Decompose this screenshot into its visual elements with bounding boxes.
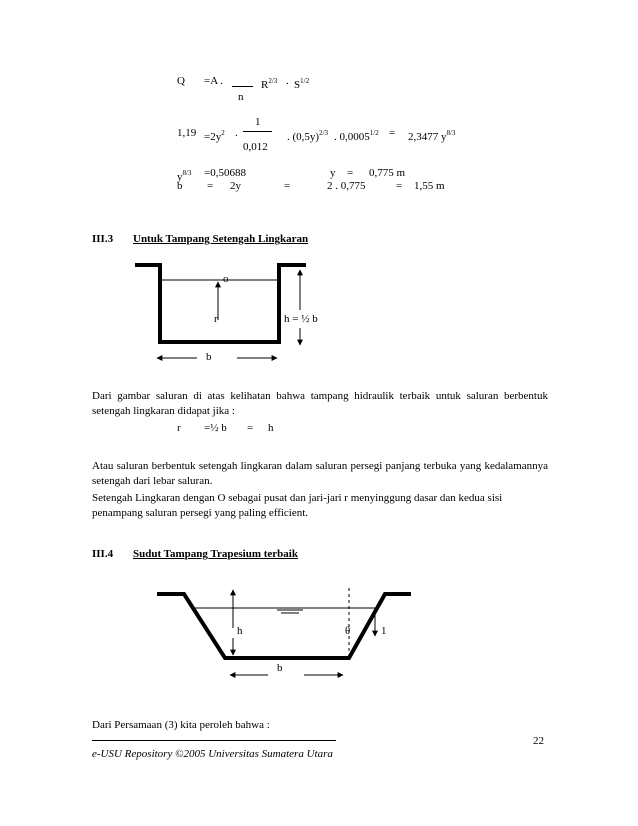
eq1-s: $S^{1/2}$ <box>294 77 310 91</box>
relation-half-b: =½ b <box>204 422 227 434</box>
section3-title: Untuk Tampang Setengah Lingkaran <box>133 233 309 245</box>
eq1-r: $R^{2/3}$ <box>261 77 278 91</box>
eq4-result: 1,55 m <box>414 180 445 192</box>
relation-h: h <box>268 422 274 434</box>
section3-paragraph-1: Dari gambar saluran di atas kelihatan bahwa tampang hidraulik terbaik untuk saluran berbentuk setengah lingkaran didapat jika : <box>92 390 548 417</box>
eq2-lhs: 1,19 <box>177 127 197 139</box>
fig4-label-b: b <box>277 662 283 674</box>
section3-paragraph-3: Setengah Lingkaran dengan O sebagai pusat dan jari-jari r menyinggung dasar dan kedua sisi penampang saluran persegi yang paling efficient. <box>92 492 503 519</box>
footer-rule <box>92 740 336 741</box>
section3-number: III.3 <box>92 233 114 245</box>
eq2-result: 2,3477 $y^{8/3}$ <box>408 129 456 143</box>
eq3-lhs: $y^{8/3}$ <box>177 169 192 183</box>
relation-equals: = <box>247 422 254 434</box>
page-number: 22 <box>533 735 544 747</box>
channel-outline <box>135 265 306 342</box>
eq2-slope: . $0,0005^{1/2}$ <box>334 129 379 143</box>
eq2-denominator: 0,012 <box>243 141 268 153</box>
eq4-equals1: = <box>207 180 214 192</box>
eq1-denominator: n <box>238 91 244 103</box>
eq3-y-value: 0,775 m <box>369 167 406 179</box>
fig3-label-o: o <box>223 273 229 285</box>
eq3-y: y <box>330 167 336 179</box>
fig4-label-1: 1 <box>381 625 387 637</box>
eq2-dot: . <box>235 127 238 139</box>
footer-text: e-USU Repository ©2005 Universitas Sumatera Utara <box>92 748 333 760</box>
trapezoidal-channel-figure <box>157 588 411 675</box>
fig3-label-r: r <box>214 313 218 325</box>
eq3-equals: = <box>347 167 354 179</box>
eq3-value: =0,50688 <box>204 167 246 179</box>
trapezoid-outline <box>157 594 411 658</box>
eq1-dot: . <box>286 75 289 87</box>
eq2-numerator: 1 <box>255 116 261 128</box>
eq4-equals2: = <box>284 180 291 192</box>
eq1-q: Q <box>177 75 185 87</box>
section4-title: Sudut Tampang Trapesium terbaik <box>133 548 298 560</box>
fig4-label-h: h <box>237 625 243 637</box>
eq2-equals: = <box>389 127 396 139</box>
fig3-label-h: h = ½ b <box>284 313 318 325</box>
eq2-2y2: $=2y^2$ <box>204 129 225 143</box>
eq4-equals3: = <box>396 180 403 192</box>
section4-paragraph-1: Dari Persamaan (3) kita peroleh bahwa : <box>92 719 270 731</box>
eq4-calc: 2 . 0,775 <box>327 180 366 192</box>
eq1-equals-a: =A . <box>204 75 224 87</box>
fig3-label-b: b <box>206 351 212 363</box>
eq4-2y: 2y <box>230 180 241 192</box>
relation-r: r <box>177 422 181 434</box>
section3-paragraph-2: Atau saluran berbentuk setengah lingkaran dalam saluran persegi panjang terbuka yang kedalamannya setengah dari lebar saluran. <box>92 460 548 487</box>
eq2-term: . $(0,5y)^{2/3}$ <box>287 129 329 143</box>
rectangular-channel-figure <box>135 265 306 358</box>
eq4-lhs: b <box>177 180 183 192</box>
section4-number: III.4 <box>92 548 114 560</box>
fig4-label-theta: θ <box>345 625 351 637</box>
